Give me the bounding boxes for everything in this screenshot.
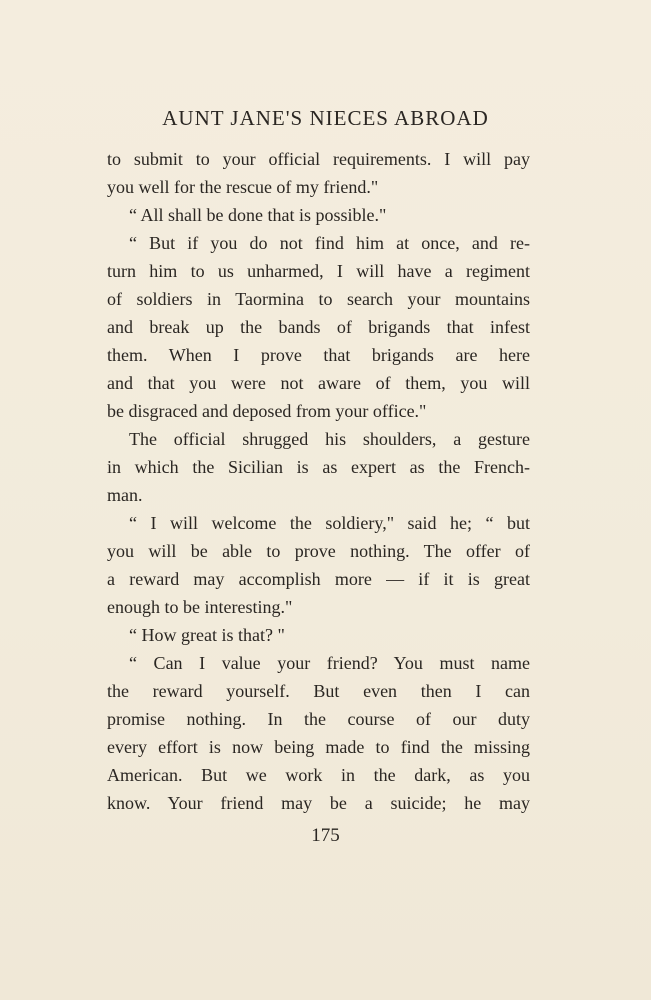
text-line: The official shrugged his shoulders, a gesture [129,429,530,449]
page-number: 175 [311,825,340,846]
text-line: them. When I prove that brigands are here [107,345,530,365]
text-line: and break up the bands of brigands that infest [107,317,530,337]
text-line: man. [107,485,143,505]
text-line: “ How great is that? " [129,625,285,645]
text-line: know. Your friend may be a suicide; he may [107,793,530,813]
text-line: the reward yourself. But even then I can [107,681,530,701]
text-line: “ I will welcome the soldiery," said he; “ but [129,513,530,533]
text-line: “ All shall be done that is possible." [129,205,387,225]
text-line: a reward may accomplish more — if it is great [107,569,530,589]
text-line: you well for the rescue of my friend." [107,177,379,197]
text-line: promise nothing. In the course of our duty [107,709,530,729]
text-line: in which the Sicilian is as expert as the French- [107,457,530,477]
text-line: turn him to us unharmed, I will have a regiment [107,261,530,281]
text-line: every effort is now being made to find the missing [107,737,530,757]
text-line: enough to be interesting." [107,597,293,617]
body-text [107,145,530,817]
text-line: of soldiers in Taormina to search your mountains [107,289,530,309]
running-head: AUNT JANE'S NIECES ABROAD [162,106,489,130]
text-line: American. But we work in the dark, as you [107,765,530,785]
text-line: you will be able to prove nothing. The offer of [107,541,530,561]
text-line: and that you were not aware of them, you will [107,373,530,393]
text-line: be disgraced and deposed from your office." [107,401,427,421]
text-line: “ Can I value your friend? You must name [129,653,530,673]
text-line: to submit to your official requirements. I will pay [107,149,530,169]
text-line: “ But if you do not find him at once, and re- [129,233,530,253]
